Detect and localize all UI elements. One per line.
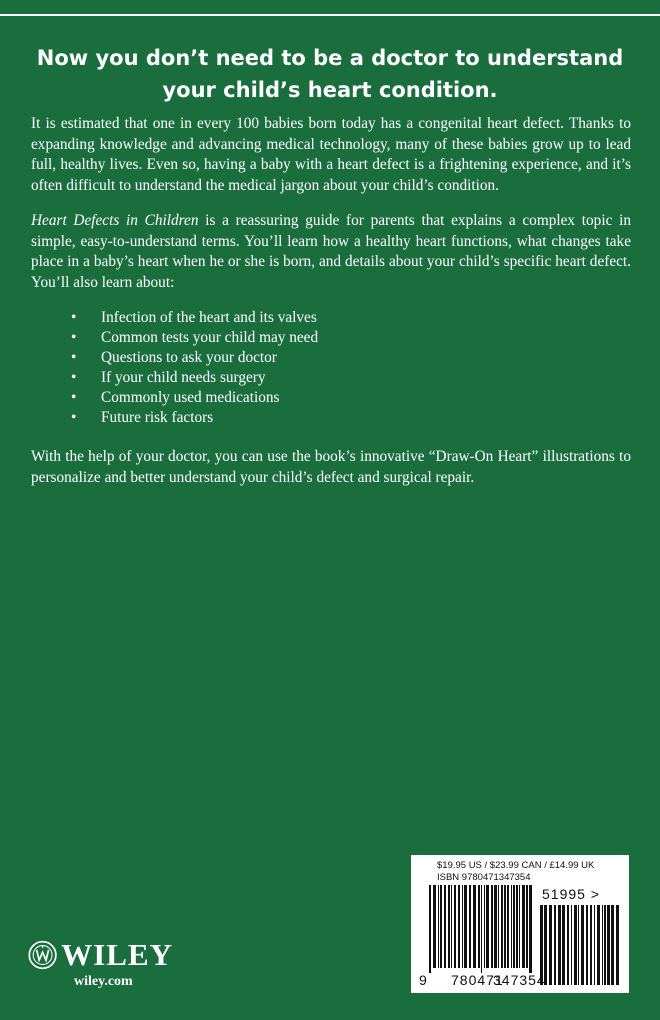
barcode-bar [604,905,606,985]
publisher-url: wiley.com [74,974,133,989]
barcode-bar [597,905,600,985]
intro-paragraph: It is estimated that one in every 100 babies born today has a congenital heart defect. Thanks to expanding knowledge and advancing medical technology, many of these babies grow up to lead full, healthy lives. Even so, having a baby with a heart defect is a frightening experience, and it’s often difficult to understand the medical jargon about your child’s condition. [31,115,631,194]
isbn-group-2: 347354 [493,972,546,988]
barcode-bar [504,885,506,968]
barcode-bar [522,885,525,968]
publisher-logo [28,938,173,994]
list-item: • Common tests your child may need [71,329,319,346]
barcode-label [411,855,629,993]
barcode-bar [581,905,584,985]
price-text: $19.95 US / $23.99 CAN / £14.99 UK [437,860,595,871]
barcode-bar [567,905,569,985]
isbn-first-digit: 9 [419,972,427,988]
barcode-bar [491,885,493,968]
body-copy [31,114,631,503]
barcode-bar [469,885,471,968]
barcode-bar [458,885,460,968]
wiley-seal-icon [28,938,57,972]
barcode-bar [590,905,592,985]
barcode-bar [529,885,532,973]
barcode-bar [511,885,512,968]
bullet-icon: • [71,389,77,406]
barcode-bar [501,885,503,968]
guide-paragraph-text: is a reassuring guide for parents that explains a complex topic in simple, easy-to-understand terms. You’ll learn how a healthy heart functions, what changes take place in a baby’s heart when he or she is born, and details about your child’s specific heart defect. You’ll also learn about: [31,212,632,291]
top-rule [0,14,660,16]
barcode-bar [516,885,518,968]
barcode-bar [478,885,480,968]
barcode-bar [473,885,476,968]
book-title: Heart Defects in Children [31,212,199,229]
list-item: • Questions to ask your doctor [71,349,277,366]
bullet-icon: • [71,349,77,366]
barcode-bar [507,885,509,968]
barcode-bar [464,885,467,968]
addon-marker: > [590,886,601,902]
barcode-bar [554,905,556,985]
barcode-bar [454,885,456,968]
barcode-bar [440,885,442,968]
isbn-group-1: 780471 [451,972,504,988]
draw-on-heart-paragraph: With the help of your doctor, you can use the book’s innovative “Draw-On Heart” illustrations to personalize and better understand your child’s defect and surgical repair. [31,448,631,486]
isbn-text: ISBN 9780471347354 [437,872,531,883]
headline: Now you don’t need to be a doctor to understand your child’s heart condition. [36,46,624,102]
bullet-icon: • [71,329,77,346]
addon-number: 51995 > [542,886,601,902]
list-item: • If your child needs surgery [71,369,266,386]
barcode-bar [486,885,489,968]
barcode-bar [602,905,603,985]
barcode-bar [451,885,452,968]
barcode-bar [558,905,561,985]
barcode-bar [526,885,528,968]
publisher-name: WILEY [61,937,173,972]
barcode-bar [438,885,439,968]
barcode-bar [611,905,614,985]
bullet-icon: • [71,309,77,326]
barcode-bar [494,885,497,968]
topics-list [31,308,631,428]
list-item: • Infection of the heart and its valves [71,309,317,326]
bullet-icon: • [71,369,77,386]
barcode-bar [433,885,436,968]
barcode-bar [549,905,552,985]
barcode-bar [429,885,431,973]
barcode-bar [607,905,610,985]
guide-paragraph [31,211,631,293]
list-item: • Future risk factors [71,409,214,426]
barcode-bar [594,905,595,985]
barcode-bar [448,885,450,968]
bullet-icon: • [71,409,77,426]
barcode-bar [513,885,515,968]
barcode-bar [498,885,499,968]
list-item: • Commonly used medications [71,389,280,406]
barcode-bar [586,905,588,985]
barcode-bar [574,905,577,985]
barcode-bar [562,905,565,985]
barcode-bar [462,885,463,968]
barcode-bar [578,905,579,985]
barcode-bar [444,885,446,968]
barcode-bar [484,885,485,968]
barcode-bar [481,885,482,973]
barcode-bar [571,905,572,985]
barcode-bar [519,885,520,968]
barcode-bar [616,905,619,985]
